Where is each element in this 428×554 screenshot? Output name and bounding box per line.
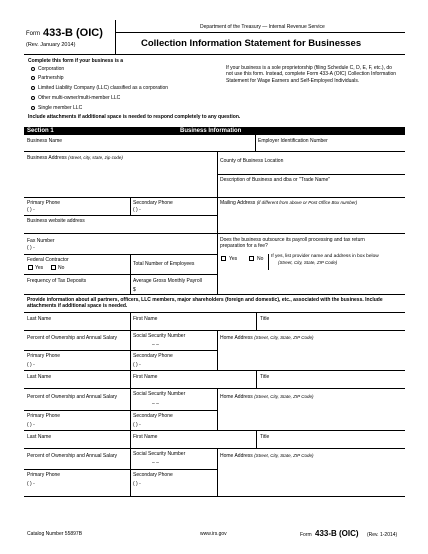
mailing-address-text: Mailing Address (220, 200, 256, 206)
rule (24, 215, 217, 216)
owner3-divider-d (217, 448, 218, 496)
header-divider (115, 20, 116, 54)
owner2-ssn-field[interactable]: – – (152, 401, 159, 407)
footer-form-number: 433-B (OIC) (315, 529, 359, 538)
mailing-divider (217, 197, 218, 233)
rule (24, 274, 217, 275)
option-multi-llc: Other multi-owner/multi-member LLC (38, 95, 121, 101)
option-corporation: Corporation (38, 66, 65, 72)
rule (24, 388, 405, 389)
option-bullet-llc-corp[interactable] (31, 86, 35, 90)
option-llc-corp: Limited Liability Company (LLC) classified as a corporation (38, 85, 169, 91)
sole-proprietor-note: If your business is a sole proprietorship (filing Schedule C, D, E, F, etc.), do not use this form. Instead, complete Form 433-A (OIC) Collection Information Statement for Wage Earners and Self-Employed Individuals. (226, 65, 397, 84)
provider-divider (268, 254, 269, 270)
fax-field[interactable]: ( ) - (27, 245, 35, 251)
rule (24, 469, 217, 470)
owner1-divider-d (217, 330, 218, 370)
owner1-first-name: First Name (133, 316, 158, 322)
ein-label: Employer Identification Number (258, 138, 328, 144)
freq-deposits-label: Frequency of Tax Deposits (27, 278, 87, 284)
outsource-question: Does the business outsource its payroll processing and tax return preparation for a fee? (220, 237, 365, 249)
contractor-yes-label: Yes (35, 265, 44, 271)
rule (24, 448, 405, 449)
rule (24, 370, 405, 371)
owner3-percent: Percent of Ownership and Annual Salary (27, 453, 118, 459)
owners-instruction: Provide information about all partners, officers, LLC members, major shareholders (foreign and domestic), etc., associated with the business. Include attachments if additional space is needed. (27, 297, 383, 310)
owner3-home-address (220, 453, 313, 459)
mailing-address-hint: (if different from above or Post Office Box number) (256, 200, 358, 205)
website-label: Business website address (27, 218, 85, 224)
owner3-home-hint: (Street, City, State, ZIP Code) (254, 453, 314, 458)
contractor-yes-checkbox[interactable] (28, 265, 33, 270)
owner3-first-name: First Name (133, 434, 158, 440)
owner3-primary-phone: Primary Phone (27, 472, 61, 478)
outsource-no-checkbox[interactable] (249, 256, 254, 261)
rule (24, 151, 405, 152)
business-address-hint: (street, city, state, zip code) (68, 155, 123, 160)
owner2-primary-phone: Primary Phone (27, 413, 61, 419)
option-bullet-partnership[interactable] (31, 76, 35, 80)
rule (24, 330, 405, 331)
owner2-divider-b (256, 370, 257, 388)
owner2-percent: Percent of Ownership and Annual Salary (27, 394, 118, 400)
owner1-home-hint: (Street, City, State, ZIP Code) (254, 335, 314, 340)
footer-website: www.irs.gov (200, 531, 227, 537)
owner3-secondary-phone: Secondary Phone (133, 472, 173, 478)
phone-divider (130, 197, 131, 215)
catalog-number: Catalog Number 55897B (27, 531, 83, 537)
provider-hint: (Street, City, State, ZIP Code) (278, 260, 338, 265)
option-bullet-corporation[interactable] (31, 67, 35, 71)
owner2-secondary-phone: Secondary Phone (133, 413, 173, 419)
attachments-note: Include attachments if additional space is needed to respond completely to any question. (28, 114, 241, 120)
owner1-secondary-phone: Secondary Phone (133, 353, 173, 359)
option-bullet-single-llc[interactable] (31, 106, 35, 110)
owner3-divider-a (130, 430, 131, 448)
fax-label: Fax Number (27, 238, 55, 244)
secondary-phone-field[interactable]: ( ) - (133, 207, 141, 213)
owner2-divider-d (217, 388, 218, 430)
owner2-home-text: Home Address (220, 394, 253, 400)
complete-if-label: Complete this form if your business is a (28, 58, 124, 64)
owner3-title: Title (260, 434, 270, 440)
form-prefix: Form (26, 31, 40, 37)
outsource-divider (217, 233, 218, 269)
form-number: 433-B (OIC) (43, 27, 103, 39)
owner1-last-name: Last Name (27, 316, 52, 322)
contractor-no-label: No (58, 265, 65, 271)
footer-form-prefix: Form (300, 532, 312, 538)
owner1-title: Title (260, 316, 270, 322)
federal-contractor-label: Federal Contractor (27, 257, 69, 263)
rule (217, 174, 405, 175)
section1-title: Business Information (180, 128, 242, 134)
owner2-primary-phone-field[interactable]: ( ) - (27, 422, 35, 428)
owner2-first-name: First Name (133, 374, 158, 380)
owner3-ssn-label: Social Security Number (133, 451, 186, 457)
option-bullet-multi-llc[interactable] (31, 96, 35, 100)
owner3-secondary-phone-field[interactable]: ( ) - (133, 481, 141, 487)
outsource-no-label: No (257, 256, 264, 262)
rule (24, 410, 217, 411)
agency-name: Department of the Treasury — Internal Revenue Service (200, 24, 325, 30)
owner2-title: Title (260, 374, 270, 380)
outsource-yes-checkbox[interactable] (221, 256, 226, 261)
ein-divider (255, 135, 256, 151)
primary-phone-field[interactable]: ( ) - (27, 207, 35, 213)
rule (24, 254, 217, 255)
county-label: County of Business Location (220, 158, 284, 164)
provider-note: If yes, list provider name and address in box below (271, 254, 379, 259)
rule (24, 350, 217, 351)
owner2-home-address (220, 394, 313, 400)
owner3-ssn-field[interactable]: – – (152, 460, 159, 466)
header-bottom-rule (24, 54, 405, 55)
owner3-divider-b (256, 430, 257, 448)
rule (24, 312, 405, 313)
total-employees-label: Total Number of Employees (133, 261, 195, 267)
rule (24, 430, 405, 431)
rule (24, 233, 405, 234)
form-revision: (Rev. January 2014) (26, 42, 76, 48)
owner1-divider-b (256, 312, 257, 330)
avg-payroll-label: Average Gross Monthly Payroll (133, 278, 202, 284)
owner2-last-name: Last Name (27, 374, 52, 380)
rule (24, 197, 405, 198)
payroll-right-divider (217, 269, 218, 294)
business-name-label: Business Name (27, 138, 63, 144)
owner3-primary-phone-field[interactable]: ( ) - (27, 481, 35, 487)
owner1-secondary-phone-field[interactable]: ( ) - (133, 362, 141, 368)
avg-payroll-dollar: $ (133, 287, 136, 293)
owner1-ssn-field[interactable]: – – (152, 342, 159, 348)
business-address-label (27, 155, 123, 161)
owner3-last-name: Last Name (27, 434, 52, 440)
form-title: Collection Information Statement for Businesses (141, 38, 362, 49)
mailing-address-label (220, 200, 357, 206)
owner2-divider-a (130, 370, 131, 388)
owner2-ssn-label: Social Security Number (133, 391, 186, 397)
option-partnership: Partnership (38, 75, 64, 81)
primary-phone-label: Primary Phone (27, 200, 61, 206)
owner2-home-hint: (Street, City, State, ZIP Code) (254, 394, 314, 399)
owner2-divider-c (130, 388, 131, 430)
description-label: Description of Business and dba or "Trade Name" (220, 177, 331, 183)
owner1-primary-phone-field[interactable]: ( ) - (27, 362, 35, 368)
owner1-home-address (220, 335, 313, 341)
option-single-llc: Single member LLC (38, 105, 83, 111)
owner3-divider-c (130, 448, 131, 496)
owner3-home-text: Home Address (220, 453, 253, 459)
secondary-phone-label: Secondary Phone (133, 200, 173, 206)
contractor-no-checkbox[interactable] (51, 265, 56, 270)
owner1-primary-phone: Primary Phone (27, 353, 61, 359)
owner1-home-text: Home Address (220, 335, 253, 341)
rule (24, 496, 405, 497)
owner2-secondary-phone-field[interactable]: ( ) - (133, 422, 141, 428)
agency-rule (115, 32, 405, 33)
outsource-yes-label: Yes (229, 256, 238, 262)
business-address-text: Business Address (27, 155, 67, 161)
rule (24, 294, 405, 295)
section1-label: Section 1 (27, 128, 54, 134)
owner1-percent: Percent of Ownership and Annual Salary (27, 335, 118, 341)
owner1-ssn-label: Social Security Number (133, 333, 186, 339)
footer-revision: (Rev. 1-2014) (367, 532, 398, 538)
owner1-divider-a (130, 312, 131, 330)
